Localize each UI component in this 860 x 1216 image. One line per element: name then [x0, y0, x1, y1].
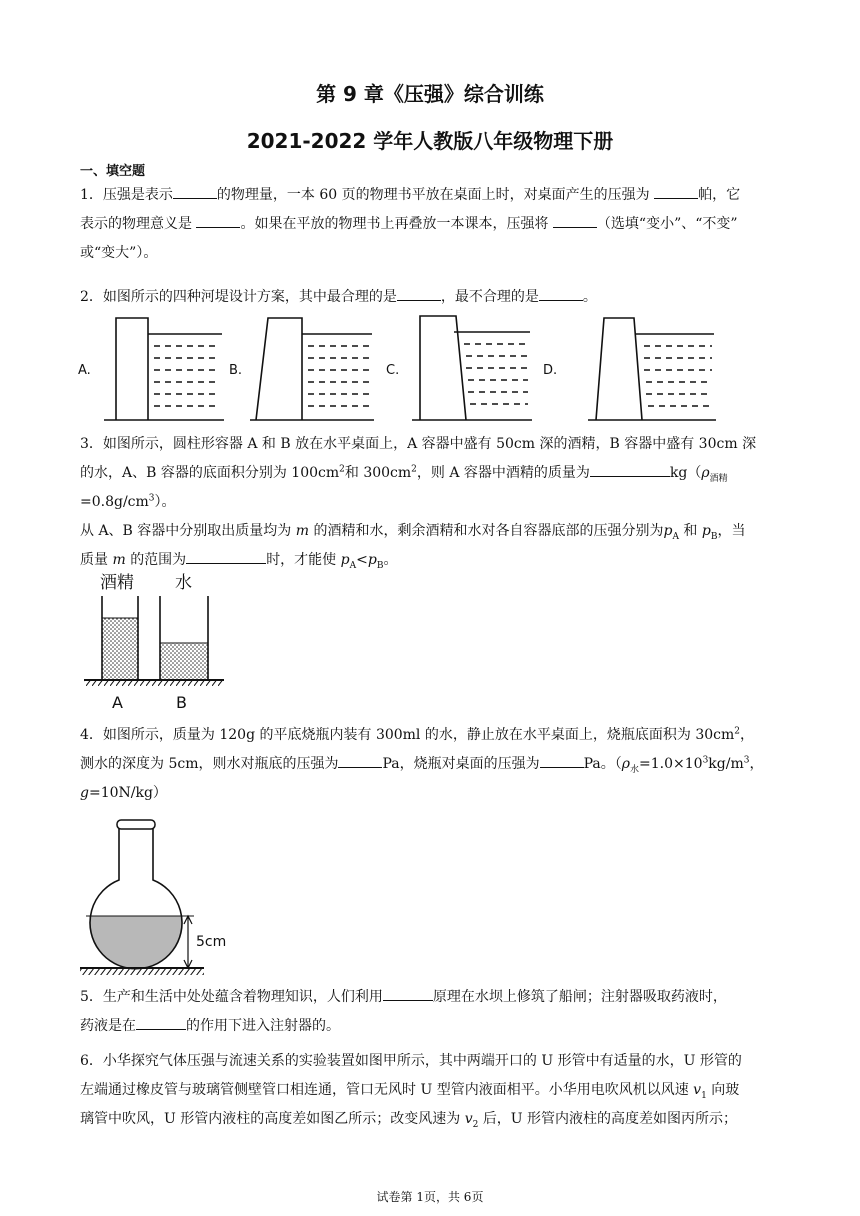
q3-text: 的水，A、B 容器的底面积分别为 100cm	[80, 465, 340, 481]
q3-text: 的酒精和水，剩余酒精和水对各自容器底部的压强分别为	[313, 523, 664, 539]
container-b-label: 水	[175, 573, 192, 593]
q3-text: p	[340, 552, 350, 568]
q4-text: 3	[743, 755, 750, 766]
q3-text: p	[663, 523, 673, 539]
container-a-label: 酒精	[100, 573, 134, 593]
flask-neck-rim	[117, 820, 155, 829]
q6-text: 6．小华探究气体压强与流速关系的实验装置如图甲所示，其中两端开口的 U 形管中有适量的水，U 形管的	[80, 1053, 742, 1069]
q4-text: g	[80, 785, 89, 801]
q4-text: Pa。（	[583, 756, 622, 772]
answer-blank[interactable]	[383, 986, 433, 1001]
question-6	[80, 1047, 780, 1134]
q1-text: 1．压强是表示	[80, 187, 173, 203]
section-label: 一、填空题	[80, 164, 146, 179]
q4-text: Pa，烧瓶对桌面的压强为	[382, 756, 540, 772]
alcohol-liquid	[102, 618, 138, 680]
q6-text: 1	[701, 1090, 707, 1101]
q3-text: A	[672, 531, 679, 542]
q2-text: 2．如图所示的四种河堤设计方案，其中最合理的是	[80, 289, 397, 305]
q4-text: kg/m	[708, 756, 744, 772]
question-1	[80, 181, 780, 268]
q4-text: 3	[702, 755, 709, 766]
q1-text: 的物理量，一本 60 页的物理书平放在桌面上时，对桌面产生的压强为	[216, 187, 650, 203]
q3-text: 和 300cm	[344, 465, 412, 481]
q4-text: =1.0×10	[639, 756, 703, 772]
answer-blank[interactable]	[539, 286, 583, 301]
q3-text: 质量	[80, 552, 108, 568]
levee-a	[116, 318, 148, 420]
answer-blank[interactable]	[338, 753, 382, 768]
q3-text: p	[701, 523, 711, 539]
q3-text: ρ	[701, 465, 710, 481]
q3-text: B	[376, 560, 384, 571]
q3-text: 的范围为	[130, 552, 187, 568]
q3-text: m	[112, 552, 126, 568]
q6-text: 璃管中吹风，U 形管内液柱的高度差如图乙所示；改变风速为	[80, 1111, 461, 1127]
question-4	[80, 721, 780, 808]
q1-text: 或“变大”）。	[80, 245, 158, 261]
levee-d	[596, 318, 642, 420]
q4-text: 测水的深度为 5cm，则水对瓶底的压强为	[80, 756, 339, 772]
q3-text: ，则 A 容器中酒精的质量为	[416, 465, 590, 481]
levee-b	[256, 318, 302, 420]
option-label: B.	[229, 363, 243, 378]
q3-text: 酒精	[709, 473, 728, 484]
q3-text: ，当	[717, 523, 746, 539]
q5-text: 原理在水坝上修筑了船闸；注射器吸取药液时，	[432, 989, 727, 1005]
answer-blank[interactable]	[136, 1015, 186, 1030]
q6-text: v	[693, 1082, 702, 1098]
question-2	[80, 283, 780, 312]
q4-text: ，	[739, 727, 754, 743]
q2-text: ，最不合理的是	[440, 289, 539, 305]
q3-text: m	[295, 523, 310, 539]
q5-text: 5．生产和生活中处处蕴含着物理知识，人们利用	[80, 989, 383, 1005]
q3-text: =0.8g/cm	[80, 494, 149, 510]
container-a-letter: A	[112, 693, 123, 712]
q3-text: kg（	[669, 465, 702, 481]
q6-text: v	[464, 1111, 473, 1127]
q3-text: 3	[148, 493, 155, 504]
answer-blank[interactable]	[173, 184, 217, 199]
q4-text: ρ	[621, 756, 630, 772]
q3-text: 2	[411, 464, 417, 475]
q4-text: 4．如图所示，质量为 120g 的平底烧瓶内装有 300ml 的水，静止放在水平桌面上，烧瓶底面积为 30cm	[80, 727, 735, 743]
q4-text: =10N/kg）	[88, 785, 167, 801]
option-label: A.	[78, 363, 91, 378]
levee-designs-figure	[74, 310, 784, 425]
answer-blank[interactable]	[196, 213, 240, 228]
container-b-letter: B	[176, 693, 187, 712]
q3-text: B	[710, 531, 718, 542]
q6-text: 向玻	[711, 1082, 740, 1098]
q3-text: 从 A、B 容器中分别取出质量均为	[80, 523, 292, 539]
question-3	[80, 430, 780, 575]
q3-text: 3．如图所示，圆柱形容器 A 和 B 放在水平桌面上，A 容器中盛有 50cm 深的酒精，B 容器中盛有 30cm 深	[80, 436, 757, 452]
q3-text: 2	[339, 464, 345, 475]
q5-text: 的作用下进入注射器的。	[186, 1018, 340, 1034]
q4-text: ，	[749, 756, 764, 772]
answer-blank[interactable]	[540, 753, 584, 768]
answer-blank[interactable]	[553, 213, 597, 228]
q3-text: 和	[683, 523, 698, 539]
q4-text: 2	[734, 726, 740, 737]
q1-text: 帕，它	[698, 187, 741, 203]
q6-text: 2	[472, 1119, 479, 1130]
page-footer: 试卷第 1页，共 6页	[376, 1190, 484, 1204]
q1-text: （选填“变小”、“不变”	[596, 216, 738, 232]
q2-text: 。	[582, 289, 597, 305]
option-label: D.	[543, 363, 558, 378]
question-5	[80, 983, 780, 1041]
option-label: C.	[386, 363, 400, 378]
q6-text: 后，U 形管内液柱的高度差如图丙所示；	[482, 1111, 738, 1127]
q6-text: 左端通过橡皮管与玻璃管侧壁管口相连通，管口无风时 U 型管内液面相平。小华用电吹风机以风速	[80, 1082, 689, 1098]
q3-text: A	[349, 560, 357, 571]
q4-text: 水	[630, 764, 640, 775]
q3-text: ）。	[154, 494, 176, 510]
title-line-1: 第 9 章《压强》综合训练	[316, 82, 544, 106]
flask-figure	[76, 816, 246, 980]
containers-figure	[80, 566, 230, 714]
answer-blank[interactable]	[186, 549, 266, 564]
title-line-2: 2021-2022 学年人教版八年级物理下册	[246, 129, 614, 153]
q5-text: 药液是在	[80, 1018, 136, 1034]
depth-label: 5cm	[196, 934, 227, 950]
q1-text: 。如果在平放的物理书上再叠放一本课本，压强将	[240, 216, 549, 232]
q3-text: <	[356, 552, 368, 568]
answer-blank[interactable]	[654, 184, 698, 199]
water-liquid	[160, 643, 208, 680]
q3-text: 。	[383, 552, 398, 568]
q3-text: 时，才能使	[266, 552, 337, 568]
q3-text: p	[367, 552, 377, 568]
answer-blank[interactable]	[397, 286, 441, 301]
q1-text: 表示的物理意义是	[80, 216, 192, 232]
answer-blank[interactable]	[590, 462, 670, 477]
